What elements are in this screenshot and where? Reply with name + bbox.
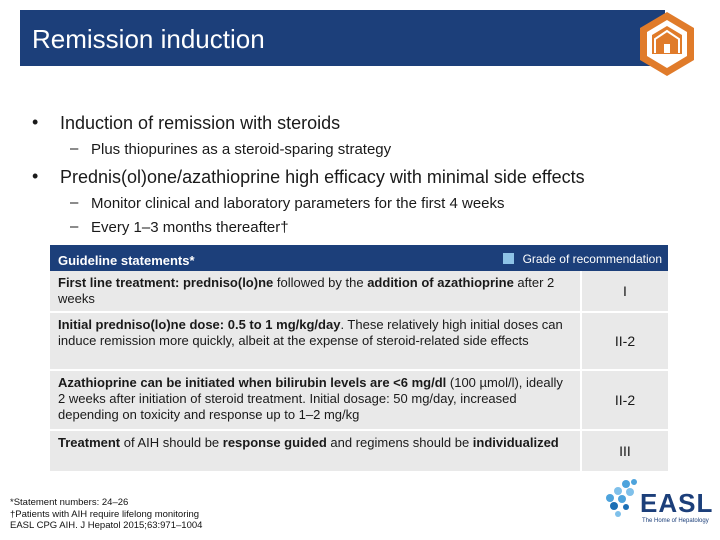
legend-swatch <box>503 253 514 264</box>
legend-label: Grade of recommendation <box>522 252 662 266</box>
statement-text: followed by the <box>273 275 368 290</box>
table-header-title: Guideline statements* <box>58 253 195 268</box>
statement-cell <box>50 371 580 429</box>
footnote: EASL CPG AIH. J Hepatol 2015;63:971–1004 <box>10 520 203 531</box>
statement-text: response guided <box>222 435 327 450</box>
statement-text: Initial predniso(lo)ne dose: 0.5 to 1 mg/kg/day <box>58 317 341 332</box>
bullet-2: Prednis(ol)one/azathioprine high efficacy with minimal side effects <box>60 167 585 187</box>
statement-text: and regimens should be <box>326 435 473 450</box>
bullet-glyph: • <box>32 166 39 186</box>
statement-text: First line treatment: <box>58 275 183 290</box>
grade-cell: II-2 <box>580 371 668 429</box>
table-row <box>50 371 668 431</box>
statement-text: of AIH should be <box>120 435 223 450</box>
dash-glyph: – <box>70 140 79 157</box>
grade-cell: II-2 <box>580 313 668 369</box>
easl-wordmark: EASL <box>640 488 714 518</box>
guideline-table <box>50 245 668 473</box>
statement-text: individualized <box>472 435 559 450</box>
footnote: *Statement numbers: 24–26 <box>10 497 129 508</box>
table-row <box>50 271 668 313</box>
statement-text: addition of azathioprine <box>367 275 514 290</box>
statement-cell <box>50 313 580 369</box>
dash-glyph: – <box>70 194 79 211</box>
statement-text: (100 µmol/l), ideally 2 weeks after initiation of steroid treatment. Initial dosage: 50 mg/day, increased depending on toxicity and response up to 1–2 mg/kg <box>58 375 563 422</box>
statement-text: Treatment <box>58 435 121 450</box>
page-title: Remission induction <box>32 24 265 54</box>
sub-bullet-2-1: Monitor clinical and laboratory parameters for the first 4 weeks <box>91 195 505 212</box>
bullet-1: Induction of remission with steroids <box>60 113 341 133</box>
sub-bullet-2-2: Every 1–3 months thereafter† <box>91 219 289 236</box>
statement-cell <box>50 431 580 471</box>
statement-cell <box>50 271 580 311</box>
grade-cell: I <box>580 271 668 311</box>
grade-cell: III <box>580 431 668 471</box>
statement-text: predniso(lo)ne <box>182 275 274 290</box>
easl-logo <box>600 474 712 534</box>
dash-glyph: – <box>70 218 79 235</box>
footnote: †Patients with AIH require lifelong monitoring <box>10 508 200 520</box>
easl-tagline: The Home of Hepatology <box>642 518 709 524</box>
bullet-glyph: • <box>32 112 39 132</box>
table-row <box>50 431 668 473</box>
sub-bullet-1-1: Plus thiopurines as a steroid-sparing strategy <box>91 141 392 158</box>
table-row <box>50 313 668 371</box>
statement-text: after 2 weeks <box>58 275 555 306</box>
table-header <box>50 245 668 271</box>
statement-text: . These relatively high initial doses can induce remission more quickly, albeit at the expense of steroid-related side effects <box>58 317 563 348</box>
footnotes <box>10 497 202 532</box>
statement-text: Azathioprine can be initiated when bilirubin levels are <6 mg/dl <box>58 375 447 390</box>
